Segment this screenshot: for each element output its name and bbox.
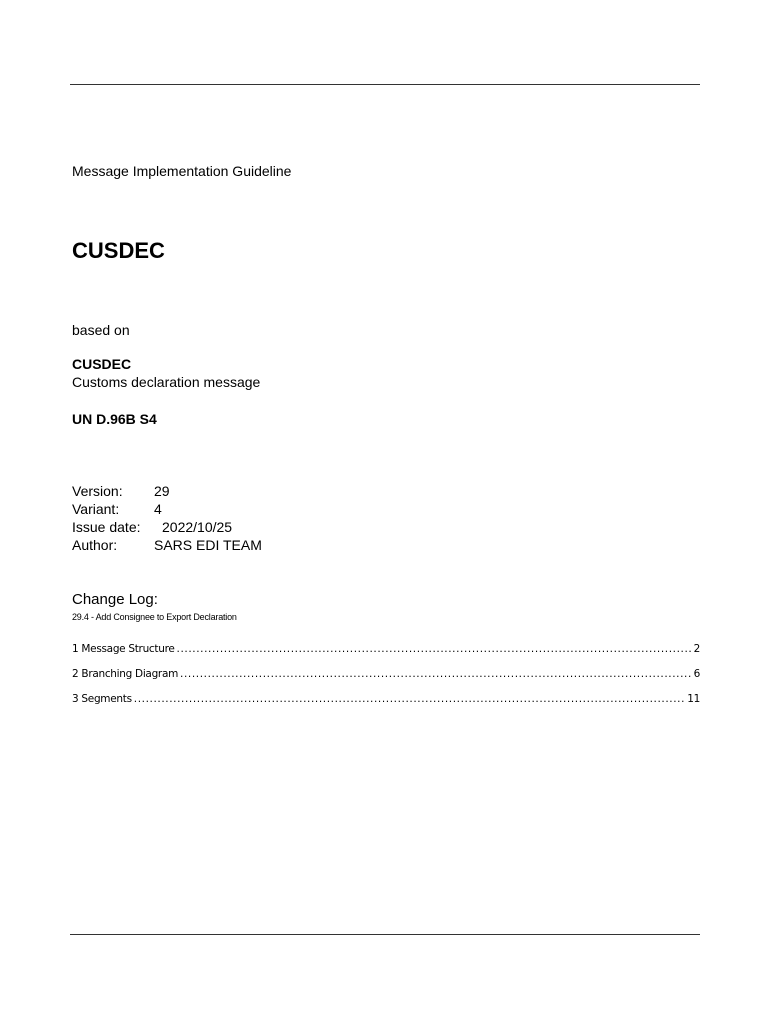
toc-entry-segments[interactable] bbox=[72, 693, 700, 718]
message-name: Customs declaration message bbox=[72, 374, 261, 390]
document-metadata bbox=[72, 482, 262, 554]
toc-entry-label: 3 Segments bbox=[72, 693, 132, 705]
based-on-label: based on bbox=[72, 322, 130, 338]
changelog-title: Change Log: bbox=[72, 591, 158, 608]
toc-entry-page: 11 bbox=[687, 693, 700, 705]
document-subtitle: Message Implementation Guideline bbox=[72, 163, 292, 179]
table-of-contents bbox=[72, 643, 700, 718]
author-value: SARS EDI TEAM bbox=[154, 537, 262, 553]
toc-leader-dots bbox=[134, 693, 685, 705]
changelog-entry: 29.4 - Add Consignee to Export Declaration bbox=[72, 612, 237, 622]
bottom-rule bbox=[70, 934, 700, 935]
issue-date-row bbox=[72, 518, 262, 536]
toc-leader-dots bbox=[180, 668, 692, 680]
directory-version: UN D.96B S4 bbox=[72, 411, 157, 427]
author-label: Author: bbox=[72, 537, 118, 553]
version-label: Version: bbox=[72, 483, 123, 499]
toc-leader-dots bbox=[177, 643, 692, 655]
variant-value: 4 bbox=[154, 501, 162, 517]
version-value: 29 bbox=[154, 483, 170, 499]
variant-row bbox=[72, 500, 262, 518]
toc-entry-label: 2 Branching Diagram bbox=[72, 668, 179, 680]
document-title: CUSDEC bbox=[72, 238, 165, 263]
version-row bbox=[72, 482, 262, 500]
issue-date-value: 2022/10/25 bbox=[162, 519, 233, 535]
toc-entry-page: 2 bbox=[693, 643, 700, 655]
issue-date-label: Issue date: bbox=[72, 519, 141, 535]
toc-entry-branching-diagram[interactable] bbox=[72, 668, 700, 693]
variant-label: Variant: bbox=[72, 501, 120, 517]
toc-entry-label: 1 Message Structure bbox=[72, 643, 175, 655]
message-code: CUSDEC bbox=[72, 356, 132, 372]
top-rule bbox=[70, 84, 700, 85]
author-row bbox=[72, 536, 262, 554]
toc-entry-message-structure[interactable] bbox=[72, 643, 700, 668]
toc-entry-page: 6 bbox=[693, 668, 700, 680]
